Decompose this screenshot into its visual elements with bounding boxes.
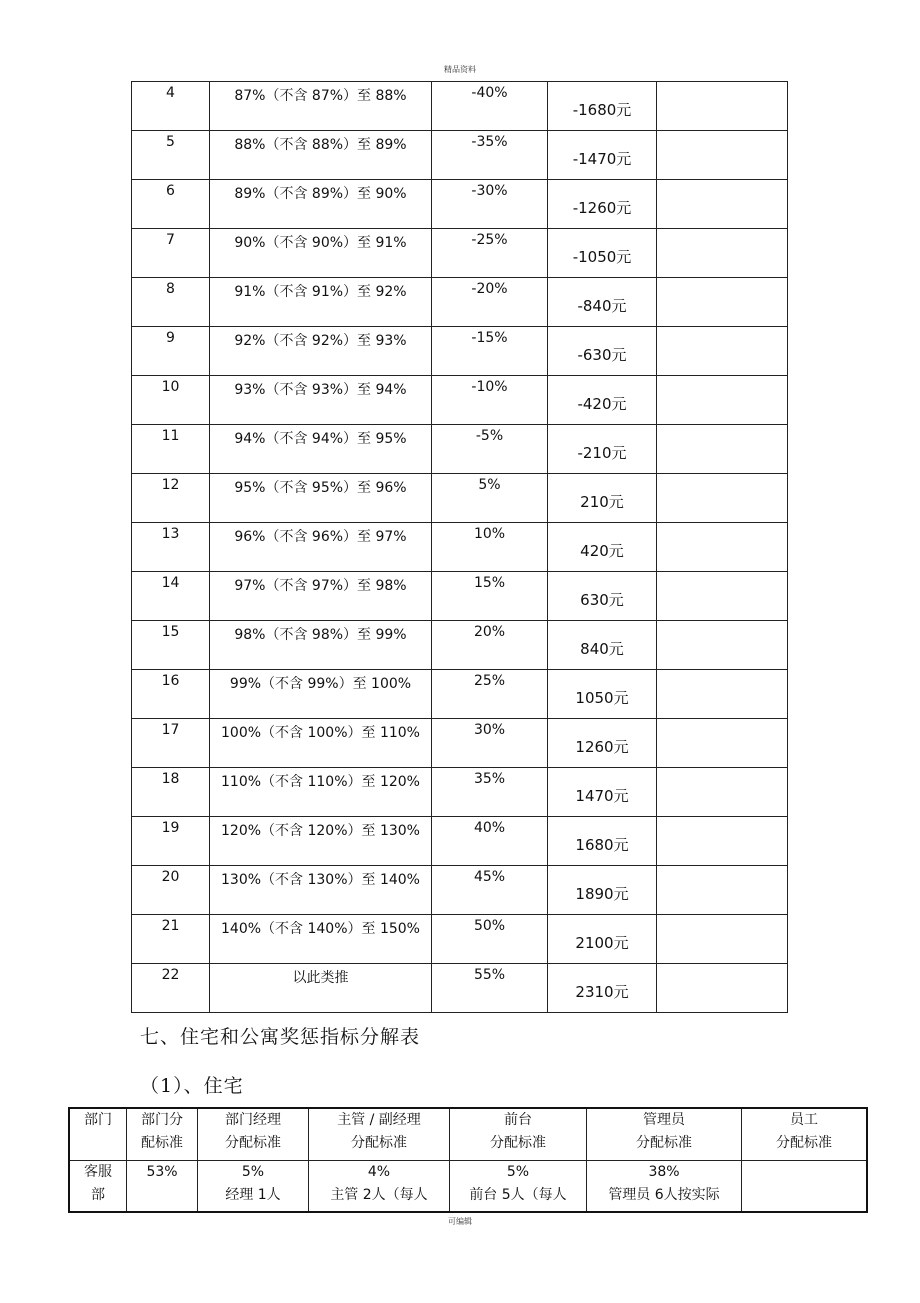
completion-range-text: 93%（不含 93%）至 94% [234, 382, 407, 398]
completion-range [210, 719, 432, 768]
data-cell-line [742, 1161, 866, 1184]
row-number [132, 229, 210, 278]
header-cell-line: 分配标准 [351, 1135, 407, 1151]
header-cell-line: 部门 [84, 1112, 112, 1128]
adjust-percent [432, 670, 548, 719]
header-cell-line: 分配标准 [776, 1135, 832, 1151]
adjust-amount-text: 1260元 [575, 737, 629, 756]
completion-range-text: 92%（不含 92%）至 93% [234, 333, 407, 349]
header-cell-line: 主管 / 副经理 [337, 1112, 421, 1128]
adjust-amount [548, 474, 657, 523]
header-cell-2 [198, 1108, 309, 1161]
adjust-percent-text: 45% [473, 869, 506, 885]
header-cell-line: 分配标准 [490, 1135, 546, 1151]
row-number-text: 9 [166, 330, 175, 346]
row-number [132, 425, 210, 474]
completion-range [210, 670, 432, 719]
header-cell-line: 员工 [790, 1112, 818, 1128]
adjust-amount-text: -1470元 [572, 149, 632, 168]
data-cell-1 [127, 1161, 198, 1213]
adjust-percent [432, 964, 548, 1013]
completion-range [210, 964, 432, 1013]
row-number [132, 474, 210, 523]
completion-range [210, 915, 432, 964]
completion-range [210, 523, 432, 572]
adjust-amount [548, 425, 657, 474]
row-number [132, 915, 210, 964]
completion-range [210, 131, 432, 180]
adjust-amount [548, 964, 657, 1013]
completion-range [210, 866, 432, 915]
completion-range-text: 97%（不含 97%）至 98% [234, 578, 407, 594]
completion-range [210, 621, 432, 670]
remark-cell [657, 964, 788, 1013]
row-number-text: 17 [161, 722, 180, 738]
table-row [132, 82, 788, 131]
row-number [132, 572, 210, 621]
completion-range [210, 229, 432, 278]
header-cell-line: 分配标准 [225, 1135, 281, 1151]
remark-cell [657, 425, 788, 474]
adjust-amount [548, 719, 657, 768]
adjust-percent-text: 25% [473, 673, 506, 689]
adjust-amount-text: 840元 [580, 639, 624, 658]
header-cell-5 [587, 1108, 742, 1161]
adjust-amount [548, 131, 657, 180]
row-number-text: 19 [161, 820, 180, 836]
remark-cell [657, 82, 788, 131]
row-number-text: 15 [161, 624, 180, 640]
adjust-amount [548, 327, 657, 376]
adjust-percent-text: -40% [471, 85, 508, 101]
row-number [132, 131, 210, 180]
adjust-amount [548, 768, 657, 817]
adjust-percent-text: -35% [471, 134, 508, 150]
header-cell-4 [450, 1108, 587, 1161]
row-number [132, 817, 210, 866]
data-cell-5 [587, 1161, 742, 1213]
header-cell-line: 前台 [504, 1112, 532, 1128]
adjust-amount [548, 82, 657, 131]
table-row [132, 915, 788, 964]
completion-range [210, 376, 432, 425]
data-cell-line: 5% [506, 1164, 530, 1180]
row-number [132, 376, 210, 425]
completion-range [210, 180, 432, 229]
completion-range-text: 98%（不含 98%）至 99% [234, 627, 407, 643]
completion-range-text: 130%（不含 130%）至 140% [221, 872, 420, 888]
remark-cell [657, 670, 788, 719]
adjust-amount-text: 1890元 [575, 884, 629, 903]
completion-range-text: 99%（不含 99%）至 100% [229, 676, 412, 692]
adjust-percent-text: -30% [471, 183, 508, 199]
row-number [132, 670, 210, 719]
row-number-text: 10 [161, 379, 180, 395]
page-header: 精品资料 [444, 65, 476, 74]
adjust-amount-text: 420元 [580, 541, 624, 560]
row-number [132, 866, 210, 915]
header-cell-1 [127, 1108, 198, 1161]
row-number [132, 719, 210, 768]
remark-cell [657, 719, 788, 768]
remark-cell [657, 817, 788, 866]
adjust-amount [548, 670, 657, 719]
row-number-text: 12 [161, 477, 180, 493]
remark-cell [657, 915, 788, 964]
completion-range-text: 87%（不含 87%）至 88% [234, 88, 407, 104]
completion-range-text: 120%（不含 120%）至 130% [221, 823, 420, 839]
table-row [132, 964, 788, 1013]
adjust-percent-text: 55% [473, 967, 506, 983]
table-row [132, 474, 788, 523]
remark-cell [657, 180, 788, 229]
row-number [132, 180, 210, 229]
adjust-percent-text: 30% [473, 722, 506, 738]
adjust-percent [432, 131, 548, 180]
remark-cell [657, 131, 788, 180]
row-number-text: 20 [161, 869, 180, 885]
adjust-percent [432, 278, 548, 327]
adjust-percent-text: -25% [471, 232, 508, 248]
adjust-amount-text: 1680元 [575, 835, 629, 854]
adjust-percent [432, 817, 548, 866]
table-row [132, 131, 788, 180]
data-cell-line [127, 1184, 197, 1207]
adjust-percent-text: 40% [473, 820, 506, 836]
data-cell-line: 部 [91, 1187, 105, 1203]
adjust-amount-text: -840元 [577, 296, 627, 315]
header-cell-line: 配标准 [141, 1135, 183, 1151]
adjust-amount-text: -420元 [577, 394, 627, 413]
adjust-percent-text: 15% [473, 575, 506, 591]
adjust-percent [432, 915, 548, 964]
row-number [132, 621, 210, 670]
penalty-reward-table [131, 81, 788, 1013]
header-cell-0 [69, 1108, 127, 1161]
header-cell-line [70, 1132, 126, 1155]
row-number-text: 18 [161, 771, 180, 787]
adjust-percent-text: 10% [473, 526, 506, 542]
completion-range-text: 110%（不含 110%）至 120% [221, 774, 420, 790]
adjust-percent-text: 5% [478, 477, 501, 493]
adjust-percent [432, 523, 548, 572]
adjust-percent-text: -20% [471, 281, 508, 297]
row-number-text: 21 [161, 918, 180, 934]
row-number-text: 16 [161, 673, 180, 689]
data-cell-line: 38% [648, 1164, 680, 1180]
row-number [132, 964, 210, 1013]
data-cell-line: 4% [367, 1164, 391, 1180]
table-row [132, 229, 788, 278]
header-cell-line: 分配标准 [636, 1135, 692, 1151]
adjust-percent [432, 621, 548, 670]
remark-cell [657, 474, 788, 523]
completion-range [210, 278, 432, 327]
table-row [132, 621, 788, 670]
completion-range [210, 82, 432, 131]
adjust-amount [548, 278, 657, 327]
completion-range [210, 572, 432, 621]
row-number-text: 13 [161, 526, 180, 542]
completion-range [210, 474, 432, 523]
table-row [132, 719, 788, 768]
adjust-percent-text: -15% [471, 330, 508, 346]
adjust-amount-text: 1470元 [575, 786, 629, 805]
adjust-amount-text: 2310元 [575, 982, 629, 1001]
adjust-amount-text: 210元 [580, 492, 624, 511]
table-row [132, 327, 788, 376]
adjust-amount-text: 1050元 [575, 688, 629, 707]
remark-cell [657, 327, 788, 376]
remark-cell [657, 278, 788, 327]
table-row [132, 670, 788, 719]
adjust-percent [432, 474, 548, 523]
table-row [69, 1161, 867, 1213]
adjust-amount-text: -1680元 [572, 100, 632, 119]
table-header-row [69, 1108, 867, 1161]
remark-cell [657, 572, 788, 621]
table-row [132, 572, 788, 621]
data-cell-line [742, 1184, 866, 1207]
adjust-amount [548, 866, 657, 915]
table-row [132, 180, 788, 229]
adjust-amount-text: -1260元 [572, 198, 632, 217]
adjust-amount [548, 817, 657, 866]
remark-cell [657, 229, 788, 278]
adjust-percent-text: 20% [473, 624, 506, 640]
adjust-amount [548, 572, 657, 621]
row-number-text: 14 [161, 575, 180, 591]
row-number [132, 327, 210, 376]
header-cell-line: 管理员 [643, 1112, 685, 1128]
adjust-amount-text: 2100元 [575, 933, 629, 952]
completion-range [210, 327, 432, 376]
remark-cell [657, 376, 788, 425]
completion-range [210, 768, 432, 817]
data-cell-line: 5% [241, 1164, 265, 1180]
adjust-amount [548, 915, 657, 964]
data-cell-2 [198, 1161, 309, 1213]
header-cell-line: 部门经理 [225, 1112, 281, 1128]
table-row [132, 523, 788, 572]
table-row [132, 768, 788, 817]
row-number-text: 4 [166, 85, 175, 101]
completion-range [210, 425, 432, 474]
adjust-percent-text: -5% [475, 428, 504, 444]
remark-cell [657, 621, 788, 670]
adjust-amount [548, 376, 657, 425]
adjust-amount [548, 180, 657, 229]
data-cell-3 [309, 1161, 450, 1213]
completion-range-text: 91%（不含 91%）至 92% [234, 284, 407, 300]
row-number-text: 8 [166, 281, 175, 297]
table-row [132, 425, 788, 474]
adjust-percent [432, 768, 548, 817]
remark-cell [657, 866, 788, 915]
data-cell-6 [742, 1161, 868, 1213]
table-row [132, 376, 788, 425]
row-number [132, 82, 210, 131]
adjust-percent [432, 719, 548, 768]
table-row [132, 817, 788, 866]
row-number [132, 768, 210, 817]
adjust-amount-text: -1050元 [572, 247, 632, 266]
table-row [132, 278, 788, 327]
adjust-amount [548, 229, 657, 278]
adjust-amount-text: -210元 [577, 443, 627, 462]
row-number-text: 11 [161, 428, 180, 444]
row-number-text: 7 [166, 232, 175, 248]
completion-range-text: 89%（不含 89%）至 90% [234, 186, 407, 202]
data-cell-0 [69, 1161, 127, 1213]
subsection-1-heading: （1）、住宅 [140, 1075, 244, 1097]
adjust-percent [432, 425, 548, 474]
data-cell-line: 客服 [84, 1164, 112, 1180]
row-number-text: 6 [166, 183, 175, 199]
header-cell-line: 部门分 [141, 1112, 183, 1128]
page-footer: 可编辑 [448, 1217, 472, 1226]
row-number-text: 5 [166, 134, 175, 150]
row-number [132, 523, 210, 572]
adjust-percent [432, 82, 548, 131]
table-row [132, 866, 788, 915]
adjust-amount-text: -630元 [577, 345, 627, 364]
adjust-percent [432, 180, 548, 229]
completion-range-text: 96%（不含 96%）至 97% [234, 529, 407, 545]
data-cell-4 [450, 1161, 587, 1213]
row-number-text: 22 [161, 967, 180, 983]
completion-range-text: 100%（不含 100%）至 110% [221, 725, 420, 741]
completion-range-text: 90%（不含 90%）至 91% [234, 235, 407, 251]
completion-range-text: 95%（不含 95%）至 96% [234, 480, 407, 496]
adjust-amount-text: 630元 [580, 590, 624, 609]
adjust-percent [432, 572, 548, 621]
completion-range-text: 140%（不含 140%）至 150% [221, 921, 420, 937]
row-number [132, 278, 210, 327]
adjust-amount [548, 523, 657, 572]
header-cell-6 [742, 1108, 868, 1161]
completion-range [210, 817, 432, 866]
completion-range-text: 以此类推 [292, 970, 349, 986]
adjust-percent-text: 50% [473, 918, 506, 934]
completion-range-text: 94%（不含 94%）至 95% [234, 431, 407, 447]
adjust-percent [432, 327, 548, 376]
adjust-percent-text: -10% [471, 379, 508, 395]
data-cell-line: 主管 2人（每人 [330, 1187, 428, 1203]
data-cell-line: 经理 1人 [225, 1187, 281, 1203]
data-cell-line: 前台 5人（每人 [469, 1187, 567, 1203]
completion-range-text: 88%（不含 88%）至 89% [234, 137, 407, 153]
data-cell-line: 53% [146, 1164, 178, 1180]
data-cell-line: 管理员 6人按实际 [608, 1187, 720, 1203]
remark-cell [657, 523, 788, 572]
header-cell-3 [309, 1108, 450, 1161]
adjust-percent [432, 376, 548, 425]
remark-cell [657, 768, 788, 817]
adjust-percent-text: 35% [473, 771, 506, 787]
adjust-percent [432, 866, 548, 915]
adjust-percent [432, 229, 548, 278]
adjust-amount [548, 621, 657, 670]
residential-distribution-table [68, 1107, 868, 1213]
section-7-heading: 七、住宅和公寓奖惩指标分解表 [140, 1026, 421, 1048]
